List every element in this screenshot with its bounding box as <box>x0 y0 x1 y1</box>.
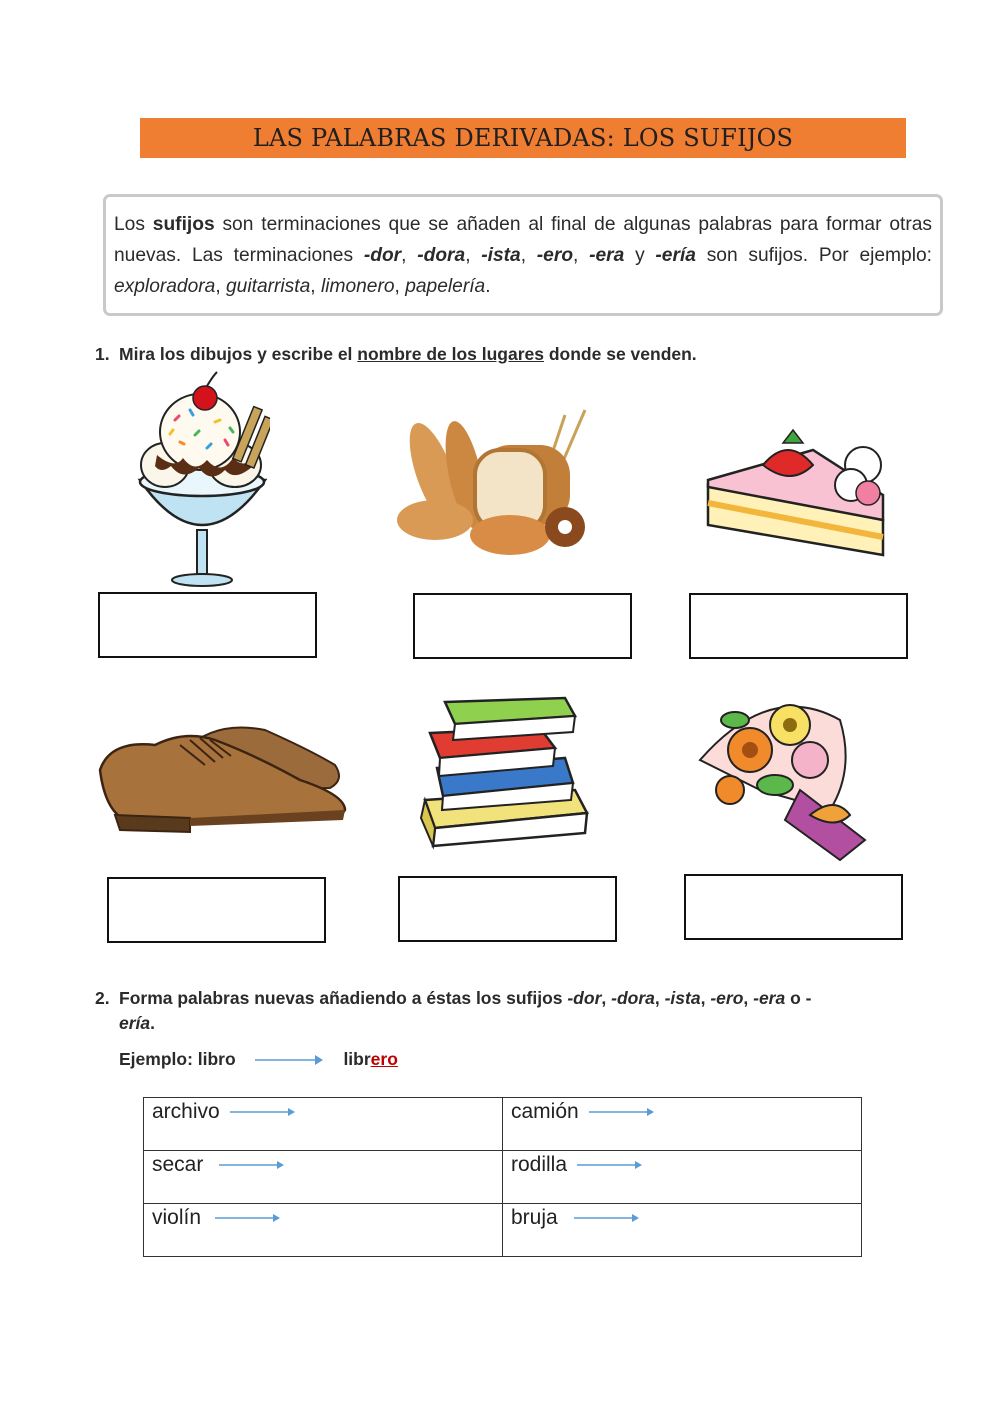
base-word: violín <box>152 1206 202 1229</box>
example-word: exploradora <box>114 276 216 297</box>
base-word: camión <box>511 1100 579 1123</box>
ice-cream-sundae-picture <box>135 370 270 590</box>
base-word: archivo <box>152 1100 220 1123</box>
arrow-icon <box>215 1212 281 1224</box>
question-text: donde se venden. <box>544 344 697 364</box>
arrow-icon <box>574 1212 640 1224</box>
example-word: limonero <box>320 276 395 297</box>
books-picture <box>415 688 593 853</box>
answer-box-2[interactable] <box>413 593 632 659</box>
suffix-ero: -ero <box>710 988 744 1008</box>
question-text: Forma palabras nuevas añadiendo a éstas los sufijos <box>119 988 568 1008</box>
flower-bouquet-picture <box>690 680 880 868</box>
suffix-dor: -dor <box>363 245 402 266</box>
suffix-era: -era <box>589 245 625 266</box>
base-word: rodilla <box>511 1153 568 1176</box>
suffix-dora: -dora <box>611 988 655 1008</box>
separator: , <box>401 245 418 266</box>
separator: , <box>465 245 482 266</box>
suffix-eria-hyphen: - <box>805 988 812 1008</box>
table-row <box>144 1098 862 1151</box>
example-stem: libr <box>343 1049 371 1069</box>
page-title: LAS PALABRAS DERIVADAS: LOS SUFIJOS <box>252 124 794 152</box>
definition-box <box>103 194 943 316</box>
definition-text: son terminaciones que se añaden al final de algunas palabras para formar otras nuevas. Las terminaciones <box>114 214 932 266</box>
table-cell[interactable] <box>144 1151 503 1204</box>
separator: y <box>624 245 656 266</box>
suffix-era: -era <box>753 988 786 1008</box>
suffix-ista: -ista <box>481 245 521 266</box>
question-underlined: nombre de los lugares <box>357 344 544 364</box>
example-word: papelería <box>405 276 486 297</box>
separator: , <box>573 245 590 266</box>
table-cell[interactable] <box>503 1151 862 1204</box>
question-1 <box>95 344 697 365</box>
cake-slice-picture <box>703 425 888 560</box>
table-row <box>144 1204 862 1257</box>
arrow-icon <box>589 1106 655 1118</box>
separator: , <box>215 276 227 297</box>
answer-box-5[interactable] <box>398 876 617 942</box>
table-row <box>144 1151 862 1204</box>
definition-keyword: sufijos <box>152 214 215 235</box>
definition-text: Los <box>114 214 153 235</box>
separator: . <box>485 276 491 297</box>
base-word: bruja <box>511 1206 558 1229</box>
example-suffix: ero <box>370 1049 398 1069</box>
answer-box-3[interactable] <box>689 593 908 659</box>
shoes-picture <box>95 710 350 835</box>
table-cell[interactable] <box>503 1204 862 1257</box>
example-word: guitarrista <box>226 276 311 297</box>
arrow-icon <box>230 1106 296 1118</box>
arrow-icon <box>219 1159 285 1171</box>
answer-box-4[interactable] <box>107 877 326 943</box>
question-number: 2. <box>95 988 110 1008</box>
question-text: . <box>150 1013 156 1033</box>
answer-box-1[interactable] <box>98 592 317 658</box>
table-cell[interactable] <box>503 1098 862 1151</box>
table-cell[interactable] <box>144 1098 503 1151</box>
example-row <box>119 1049 398 1070</box>
table-cell[interactable] <box>144 1204 503 1257</box>
example-label: Ejemplo: libro <box>119 1049 236 1069</box>
suffix-eria: -ería <box>655 245 696 266</box>
separator: , <box>310 276 321 297</box>
question-text: o <box>785 988 806 1008</box>
suffix-ista: -ista <box>664 988 701 1008</box>
question-number: 1. <box>95 344 110 364</box>
arrow-icon <box>253 1053 325 1067</box>
title-banner <box>140 118 906 158</box>
bread-and-pastries-picture <box>395 405 595 560</box>
definition-text: son sufijos. Por ejemplo: <box>695 245 932 266</box>
separator: , <box>520 245 537 266</box>
suffix-eria: ería <box>119 1013 151 1033</box>
question-text: Mira los dibujos y escribe el <box>119 344 358 364</box>
word-table <box>143 1097 862 1257</box>
suffix-ero: -ero <box>536 245 574 266</box>
suffix-dora: -dora <box>417 245 466 266</box>
arrow-icon <box>577 1159 643 1171</box>
question-2: 2. Forma palabras nuevas añadiendo a éstas los sufijos -dor, -dora, -ista, -ero, -era o - ería. <box>95 988 812 1033</box>
separator: , <box>394 276 406 297</box>
suffix-dor: -dor <box>567 988 602 1008</box>
answer-box-6[interactable] <box>684 874 903 940</box>
base-word: secar <box>152 1153 204 1176</box>
